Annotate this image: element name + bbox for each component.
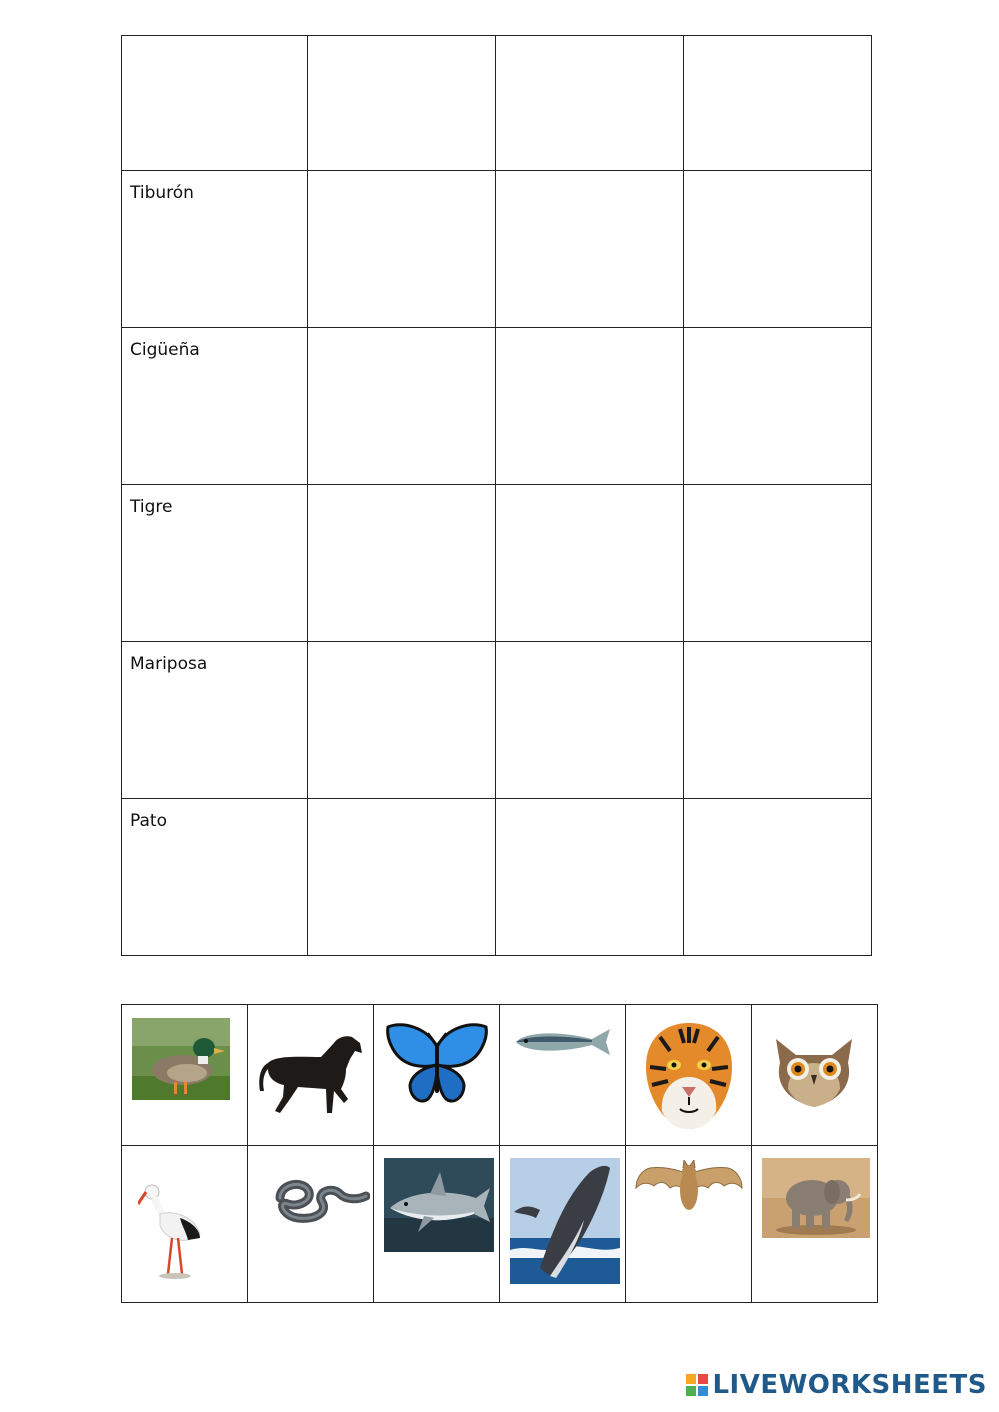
row-label-cell [122, 171, 308, 328]
picture-row [122, 1005, 878, 1146]
answer-cell[interactable] [684, 36, 872, 171]
answer-cell[interactable] [496, 485, 684, 642]
answer-cell[interactable] [496, 171, 684, 328]
stork-icon[interactable] [138, 1182, 204, 1280]
answer-cell[interactable] [684, 642, 872, 799]
logo-text: LIVEWORKSHEETS [712, 1370, 987, 1400]
table-row [122, 642, 872, 799]
sardine-fish-icon[interactable] [512, 1027, 616, 1057]
row-label: Cigüeña [130, 340, 200, 360]
answer-cell[interactable] [684, 171, 872, 328]
answer-cell[interactable] [684, 799, 872, 956]
snake-icon[interactable] [272, 1174, 370, 1226]
answer-cell[interactable] [308, 328, 496, 485]
picture-cell[interactable] [626, 1005, 752, 1146]
row-label-cell[interactable] [122, 36, 308, 171]
shark-icon[interactable] [384, 1158, 494, 1252]
answer-cell[interactable] [496, 799, 684, 956]
elephant-icon[interactable] [762, 1158, 870, 1238]
picture-cell[interactable] [248, 1005, 374, 1146]
answer-cell[interactable] [496, 328, 684, 485]
picture-bank [121, 1004, 878, 1303]
picture-cell[interactable] [122, 1146, 248, 1303]
answer-cell[interactable] [308, 485, 496, 642]
table-row [122, 171, 872, 328]
duck-photo-icon[interactable] [132, 1018, 230, 1100]
bat-icon[interactable] [634, 1160, 744, 1220]
table-row [122, 799, 872, 956]
answer-cell[interactable] [684, 485, 872, 642]
picture-row [122, 1146, 878, 1303]
picture-cell[interactable] [122, 1005, 248, 1146]
logo-squares-icon [686, 1374, 708, 1396]
picture-cell[interactable] [500, 1146, 626, 1303]
answer-cell[interactable] [496, 642, 684, 799]
picture-cell[interactable] [374, 1005, 500, 1146]
row-label: Tigre [130, 497, 173, 517]
classification-table [121, 35, 872, 956]
answer-cell[interactable] [308, 36, 496, 171]
row-label: Tiburón [130, 183, 194, 203]
picture-cell[interactable] [500, 1005, 626, 1146]
answer-cell[interactable] [308, 799, 496, 956]
picture-cell[interactable] [374, 1146, 500, 1303]
row-label-cell [122, 642, 308, 799]
blue-butterfly-icon[interactable] [382, 1017, 492, 1111]
table-row [122, 328, 872, 485]
row-label-cell [122, 485, 308, 642]
answer-cell[interactable] [308, 642, 496, 799]
table-row [122, 36, 872, 171]
picture-cell[interactable] [626, 1146, 752, 1303]
row-label [122, 36, 307, 48]
row-label-cell [122, 328, 308, 485]
tiger-face-icon[interactable] [640, 1017, 738, 1135]
answer-cell[interactable] [308, 171, 496, 328]
horse-silhouette-icon[interactable] [256, 1033, 368, 1115]
answer-cell[interactable] [684, 328, 872, 485]
row-label-cell [122, 799, 308, 956]
table-row [122, 485, 872, 642]
owl-icon[interactable] [762, 1033, 866, 1109]
liveworksheets-logo [686, 1370, 987, 1400]
picture-cell[interactable] [752, 1146, 878, 1303]
row-label: Pato [130, 811, 167, 831]
picture-cell[interactable] [752, 1005, 878, 1146]
picture-cell[interactable] [248, 1146, 374, 1303]
whale-icon[interactable] [510, 1158, 620, 1284]
answer-cell[interactable] [496, 36, 684, 171]
row-label: Mariposa [130, 654, 208, 674]
